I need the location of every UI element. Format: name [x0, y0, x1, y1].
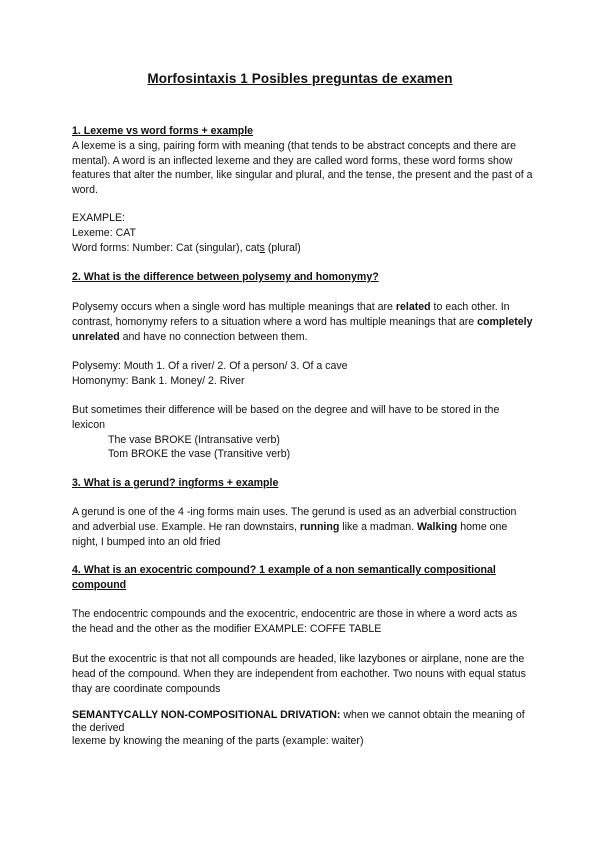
plural-suffix: s: [259, 241, 265, 254]
section-1-heading: 1. Lexeme vs word forms + example: [72, 125, 254, 137]
section-2-heading: 2. What is the difference between polysemy and homonymy?: [72, 271, 379, 283]
section-3-heading-block: [72, 476, 534, 491]
section-3-heading: 3. What is a gerund? ingforms + example: [72, 477, 279, 489]
homonymy-example: Homonymy: Bank 1. Money/ 2. River: [72, 374, 245, 387]
verb-example-2: Tom BROKE the vase (Transitive verb): [108, 448, 291, 461]
polysemy-example: Polysemy: Mouth 1. Of a river/ 2. Of a person/ 3. Of a cave: [72, 360, 348, 372]
text-run: home one night, I bumped into an old fried: [72, 520, 508, 548]
example-lexeme: Lexeme: CAT: [72, 226, 136, 239]
section-1: [72, 124, 534, 198]
derivation-line-2: lexeme by knowing the meaning of the parts (example: waiter): [72, 735, 364, 748]
bold-derivation-label: SEMANTYCALLY NON-COMPOSITIONAL DRIVATION:: [72, 709, 341, 721]
polysemy-definition: [72, 300, 534, 344]
exocentric-paragraph: But the exocentric is that not all compounds are headed, like lazybones or airplane, none are the head of the compound. When they are independent from eachother. Two nouns with equal status thay are coordinate compounds: [72, 653, 526, 695]
section-2-degree: [72, 403, 534, 462]
example-word-forms: [72, 241, 534, 256]
word-forms-plural: (plural): [264, 241, 301, 254]
section-4-endocentric: [72, 607, 534, 637]
text-run: like a madman.: [339, 520, 418, 533]
text-run: when we cannot obtain the meaning of the derived: [72, 709, 525, 735]
example-label: EXAMPLE:: [72, 212, 125, 224]
text-run: A gerund is one of the 4 -ing forms main uses. The gerund is used as an adverbial construction and adverbial use. Example. He ran downstairs,: [72, 506, 517, 533]
derivation-line-1: [72, 709, 534, 735]
word-forms-text: Word forms: Number: Cat (singular), cat: [72, 241, 260, 254]
bold-completely-unrelated: completely unrelated: [72, 315, 533, 343]
section-1-example: [72, 211, 534, 255]
bold-walking: Walking: [417, 520, 458, 533]
text-run: to each other. In contrast, homonymy refers to a situation where a word has multiple meanings that are: [72, 301, 510, 328]
section-4-exocentric: [72, 652, 534, 696]
bold-running: running: [299, 520, 340, 533]
verb-example-1: The vase BROKE (Intransative verb): [108, 433, 280, 446]
section-1-paragraph: A lexeme is a sing, pairing form with meaning (that tends to be abstract concepts and there are mental). A word is an inflected lexeme and they are called word forms, these word forms show features that alter the number, like singular and plural, and the tense, the present and the past of a word.: [72, 139, 533, 197]
section-4-derivation: [72, 709, 534, 749]
endocentric-paragraph: The endocentric compounds and the exocentric, endocentric are those in where a word acts as the head and the other as the modifier EXAMPLE: COFFE TABLE: [72, 608, 518, 635]
section-2-examples: [72, 359, 534, 389]
gerund-definition: [72, 505, 534, 549]
section-3-paragraph: [72, 505, 534, 549]
bold-related: related: [395, 301, 431, 313]
degree-paragraph: But sometimes their difference will be based on the degree and will have to be stored in the lexicon: [72, 404, 500, 431]
section-4-heading: 4. What is an exocentric compound? 1 example of a non semantically compositional compound: [72, 564, 496, 591]
section-2-paragraph: [72, 300, 534, 344]
text-run: and have no connection between them.: [119, 330, 308, 343]
section-2-heading-block: [72, 270, 534, 285]
page-title: Morfosintaxis 1 Posibles preguntas de examen: [147, 71, 453, 86]
section-4-heading-block: [72, 563, 534, 593]
text-run: Polysemy occurs when a single word has multiple meanings that are: [72, 301, 396, 313]
